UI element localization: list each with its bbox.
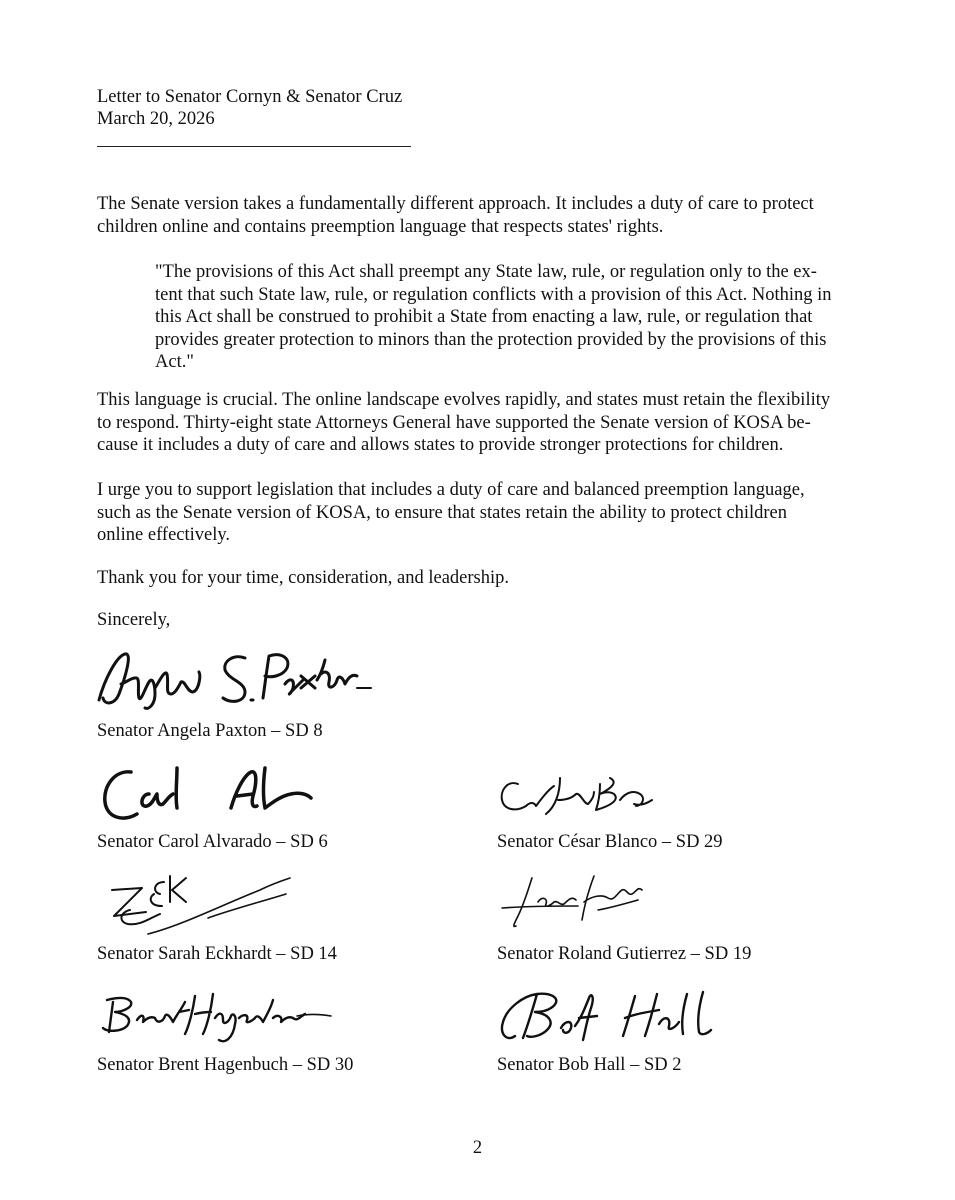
signature-brent-hagenbuch bbox=[97, 988, 335, 1046]
signature-carol-alvarado bbox=[97, 764, 327, 826]
quoted-provision bbox=[155, 261, 832, 374]
quote-line: provides greater protection to minors than the protection provided by the provisions of this bbox=[155, 329, 827, 350]
paragraph-language-crucial bbox=[97, 389, 830, 457]
signatory-name: Senator Carol Alvarado – SD 6 bbox=[97, 832, 328, 852]
quote-line: "The provisions of this Act shall preempt any State law, rule, or regulation only to the ex- bbox=[155, 262, 817, 282]
paragraph-line: such as the Senate version of KOSA, to ensure that states retain the ability to protect children bbox=[97, 502, 787, 523]
paragraph-line: This language is crucial. The online landscape evolves rapidly, and states must retain the flexibility bbox=[97, 390, 831, 410]
letter-heading: Letter to Senator Cornyn & Senator Cruz bbox=[97, 87, 403, 107]
quote-line: this Act shall be construed to prohibit a State from enacting a law, rule, or regulation that bbox=[155, 307, 813, 327]
page-number: 2 bbox=[472, 1138, 483, 1158]
quote-line: tent that such State law, rule, or regulation conflicts with a provision of this Act. Nothing in bbox=[155, 284, 832, 305]
signature-cesar-blanco bbox=[496, 770, 656, 822]
letter-date: March 20, 2026 bbox=[97, 109, 215, 129]
signatory-name: Senator Roland Gutierrez – SD 19 bbox=[497, 944, 752, 964]
signature-bob-hall bbox=[497, 988, 719, 1046]
paragraph-line: I urge you to support legislation that includes a duty of care and balanced preemption language, bbox=[97, 480, 805, 500]
paragraph-line: online effectively. bbox=[97, 525, 231, 545]
header-underline bbox=[97, 146, 411, 147]
signature-angela-paxton bbox=[95, 648, 375, 714]
signatory-name: Senator Bob Hall – SD 2 bbox=[497, 1055, 682, 1075]
thank-you-line: Thank you for your time, consideration, and leadership. bbox=[97, 568, 510, 588]
paragraph-urge-support bbox=[97, 479, 805, 547]
signature-roland-gutierrez bbox=[498, 872, 648, 934]
paragraph-line: to respond. Thirty-eight state Attorneys General have supported the Senate version of KOSA be- bbox=[97, 412, 811, 433]
signatory-name: Senator Sarah Eckhardt – SD 14 bbox=[97, 944, 337, 964]
quote-line: Act." bbox=[155, 352, 194, 372]
paragraph-line: cause it includes a duty of care and allows states to provide stronger protections for children. bbox=[97, 435, 784, 455]
signatory-name: Senator César Blanco – SD 29 bbox=[497, 832, 723, 852]
closing-salutation: Sincerely, bbox=[97, 610, 171, 630]
signatory-name: Senator Brent Hagenbuch – SD 30 bbox=[97, 1055, 354, 1075]
signatory-name: Senator Angela Paxton – SD 8 bbox=[97, 721, 323, 741]
signature-sarah-eckhardt bbox=[100, 872, 295, 940]
paragraph-senate-version: The Senate version takes a fundamentally different approach. It includes a duty of care to protect children online and contains preemption language that respects states' rights. bbox=[97, 194, 814, 237]
